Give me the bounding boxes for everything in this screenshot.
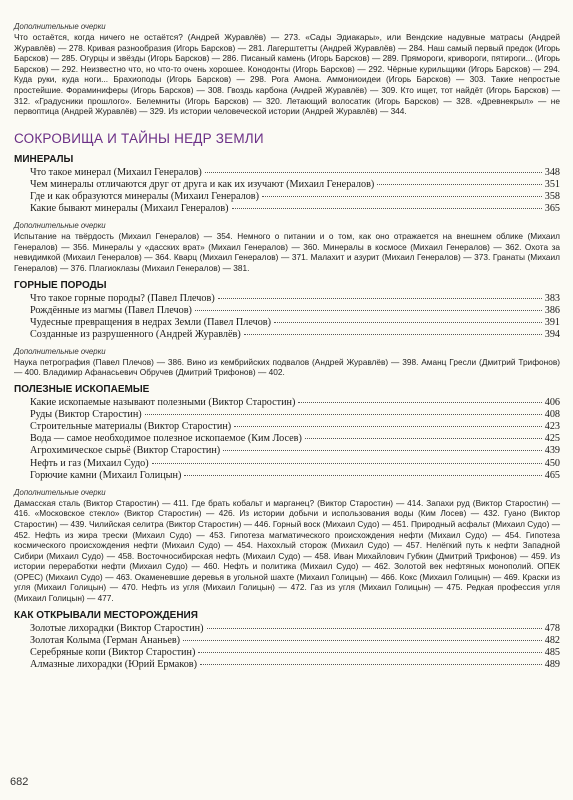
entry-page: 489 (544, 658, 560, 670)
entry-title: Где и как образуются минералы (Михаил Генералов) (30, 190, 260, 202)
entry-page: 391 (544, 316, 560, 328)
entry-title: Чем минералы отличаются друг от друга и как их изучают (Михаил Генералов) (30, 178, 375, 190)
leader-dots (198, 652, 541, 653)
subsection-title: МИНЕРАЛЫ (14, 153, 74, 165)
additional-essays-text: Испытание на твёрдость (Михаил Генералов) — 354. Немного о питании и о том, как оно отражается на внешнем облике (Михаил Генералов) — 356. Минералы у «дасских врат» (Михаил Генералов) — 360. Минералы в космосе (Михаил Генералов) — 362. Охота за невидимкой (Михаил Генералов) — 364. Кварц (Михаил Генералов) — 371. Малахит и азурит (Михаил Генералов) — 373. Гранаты (Михаил Генералов) — 376. Плагиоклазы (Михаил Генералов) — 381. (14, 231, 560, 273)
entry-title: Что такое минерал (Михаил Генералов) (30, 166, 202, 178)
entry-title: Вода — самое необходимое полезное ископаемое (Ким Лосев) (30, 433, 302, 445)
entry-title: Золотая Колыма (Герман Ананьев) (30, 634, 181, 646)
entry-title: Чудесные превращения в недрах Земли (Павел Плечов) (30, 316, 272, 328)
additional-essays-title: Дополнительные очерки (14, 346, 106, 356)
entry-page: 450 (544, 457, 560, 469)
leader-dots (274, 322, 542, 323)
entry-title: Какие ископаемые называют полезными (Виктор Старостин) (30, 397, 296, 409)
entry-page: 351 (544, 178, 560, 190)
entry-title: Какие бывают минералы (Михаил Генералов) (30, 203, 229, 215)
leader-dots (200, 664, 542, 665)
section-title: СОКРОВИЩА И ТАЙНЫ НЕДР ЗЕМЛИ (14, 130, 264, 146)
entry-page: 408 (544, 409, 560, 421)
additional-essays-text: Наука петрография (Павел Плечов) — 386. Вино из кембрийских подвалов (Андрей Журавлёв) — 398. Аманц Гресли (Дмитрий Трифонов) — 400. Владимир Афанасьевич Обручев (Дмитрий Трифонов) — 402. (14, 356, 560, 378)
additional-essays-text: Что остаётся, когда ничего не остаётся? (Андрей Журавлёв) — 273. «Сады Эдиакары», или Вендские надувные матрасы (Андрей Журавлёв) — 278. Кривая разнообразия (Игорь Барсков) — 281. Лагерштетты (Андрей Журавлёв) — 284. Наш самый первый предок (Игорь Барсков) — 285. Огурцы и звёзды (Игорь Барсков) — 286. Писаный камень (Игорь Барсков) — 289. Прямороги, кривороги, пятироги... (Игорь Барсков) — 292. Неизвестно что, но что-то очень хорошее. Конодонты (Игорь Барсков) — 292. Чёрные курильщики (Игорь Барсков) — 294. Куда руки, куда ноги... Брахиоподы (Игорь Барсков) — 298. Рога Амона. Аммониоидеи (Игорь Барсков) — 303. Такие непростые простейшие. Фораминиферы (Игорь Барсков) — 308. Гвоздь карбона (Андрей Журавлёв) — 309. Кто ищет, тот найдёт (Игорь Барсков) — 312. «Градусники прошлого». Белемниты (Игорь Барсков) — 320. Летающий волосатик (Игорь Барсков) — 328. «Древнекрыл» — не первоптица (Андрей Журавлёв) — 329. Из истории человеческой истории (Андрей Журавлёв) — 344. (14, 32, 560, 117)
entry-title: Серебряные копи (Виктор Старостин) (30, 646, 196, 658)
leader-dots (145, 414, 542, 415)
subsection-title: ГОРНЫЕ ПОРОДЫ (14, 279, 107, 291)
entry-page: 423 (544, 421, 560, 433)
page-number: 682 (10, 776, 29, 788)
toc-entry[interactable] (14, 329, 560, 341)
entry-title: Созданные из разрушенного (Андрей Журавлёв) (30, 328, 241, 340)
toc-entry[interactable] (14, 647, 560, 659)
toc-entry[interactable] (14, 470, 560, 482)
toc-entry[interactable] (14, 305, 560, 317)
entry-page: 383 (544, 292, 560, 304)
leader-dots (298, 402, 541, 403)
leader-dots (207, 628, 542, 629)
entry-title: Алмазные лихорадки (Юрий Ермаков) (30, 658, 198, 670)
entry-title: Агрохимическое сырьё (Виктор Старостин) (30, 445, 221, 457)
entry-title: Золотые лихорадки (Виктор Старостин) (30, 622, 204, 634)
toc-entry[interactable] (14, 433, 560, 445)
leader-dots (223, 450, 542, 451)
entry-page: 386 (544, 304, 560, 316)
entry-page: 406 (544, 397, 560, 409)
leader-dots (195, 310, 542, 311)
toc-entry[interactable] (14, 397, 560, 409)
toc-entry[interactable] (14, 445, 560, 457)
entry-page: 482 (544, 634, 560, 646)
entry-title: Что такое горные породы? (Павел Плечов) (30, 292, 215, 304)
entry-page: 439 (544, 445, 560, 457)
leader-dots (244, 334, 542, 335)
toc-entry[interactable] (14, 623, 560, 635)
entry-page: 348 (544, 166, 560, 178)
toc-entry[interactable] (14, 421, 560, 433)
leader-dots (152, 463, 542, 464)
toc-entry[interactable] (14, 203, 560, 215)
toc-list (14, 397, 560, 482)
toc-entry[interactable] (14, 179, 560, 191)
toc-list (14, 293, 560, 341)
toc-page (14, 22, 560, 677)
toc-entry[interactable] (14, 317, 560, 329)
entry-page: 365 (544, 203, 560, 215)
entry-title: Горючие камни (Михаил Голицын) (30, 469, 182, 481)
additional-essays-title: Дополнительные очерки (14, 22, 106, 31)
additional-essays-title: Дополнительные очерки (14, 221, 106, 231)
toc-entry[interactable] (14, 293, 560, 305)
additional-essays-title: Дополнительные очерки (14, 487, 106, 497)
leader-dots (262, 196, 542, 197)
toc-entry[interactable] (14, 167, 560, 179)
entry-page: 478 (544, 622, 560, 634)
entry-title: Строительные материалы (Виктор Старостин) (30, 421, 232, 433)
leader-dots (305, 438, 542, 439)
entry-title: Нефть и газ (Михаил Судо) (30, 457, 149, 469)
entry-page: 425 (544, 433, 560, 445)
toc-entry[interactable] (14, 191, 560, 203)
leader-dots (234, 426, 542, 427)
leader-dots (183, 640, 542, 641)
entry-page: 358 (544, 190, 560, 202)
entry-title: Рождённые из магмы (Павел Плечов) (30, 304, 192, 316)
subsection-title: КАК ОТКРЫВАЛИ МЕСТОРОЖДЕНИЯ (14, 609, 198, 621)
toc-list (14, 623, 560, 671)
entry-title: Руды (Виктор Старостин) (30, 409, 142, 421)
leader-dots (205, 172, 542, 173)
entry-page: 394 (544, 328, 560, 340)
leader-dots (184, 475, 541, 476)
toc-entry[interactable] (14, 458, 560, 470)
subsection-title: ПОЛЕЗНЫЕ ИСКОПАЕМЫЕ (14, 384, 150, 396)
toc-entry[interactable] (14, 635, 560, 647)
additional-essays-text: Дамасская сталь (Виктор Старостин) — 411. Где брать кобальт и марганец? (Виктор Старостин) — 414. Запахи руд (Виктор Старостин) — 416. «Московское стекло» (Виктор Старостин) — 426. Из истории добычи и использования воды (Ким Лосев) — 432. Гуано (Виктор Старостин) — 439. Чилийская селитра (Виктор Старостин) — 446. Горный воск (Михаил Судо) — 451. Природный асфальт (Михаил Судо) — 452. Нефть из жира трески (Михаил Судо) — 453. Гипотеза магматического происхождения нефти (Михаил Судо) — 454. Гипотеза космического происхождения нефти (Михаил Судо) — 454. Нахохлый сторож (Михаил Судо) — 457. Нелёгкий путь к нефти Западной Сибири (Михаил Судо) — 458. Восточносибирская нефть (Михаил Судо) — 458. Иван Михайлович Губкин (Дмитрий Трифонов) — 459. Из истории переработки нефти (Михаил Судо) — 460. Нефть и политика (Михаил Судо) — 462. Золотой век нефтяных монополий. ОПЕК (ОРЕС) (Михаил Судо) — 463. Окаменевшие деревья в угольной шахте (Михаил Голицын) — 466. Кокс (Михаил Голицын) — 469. Краски из угля (Михаил Голицын) — 470. Нефть из угля (Михаил Голицын) — 472. Газ из угля (Михаил Голицын) — 475. Редкая профессия угля (Михаил Голицын) — 477. (14, 497, 560, 604)
toc-list (14, 167, 560, 215)
toc-entry[interactable] (14, 409, 560, 421)
leader-dots (377, 184, 541, 185)
leader-dots (218, 298, 542, 299)
entry-page: 465 (544, 469, 560, 481)
leader-dots (232, 208, 542, 209)
entry-page: 485 (544, 646, 560, 658)
toc-entry[interactable] (14, 659, 560, 671)
